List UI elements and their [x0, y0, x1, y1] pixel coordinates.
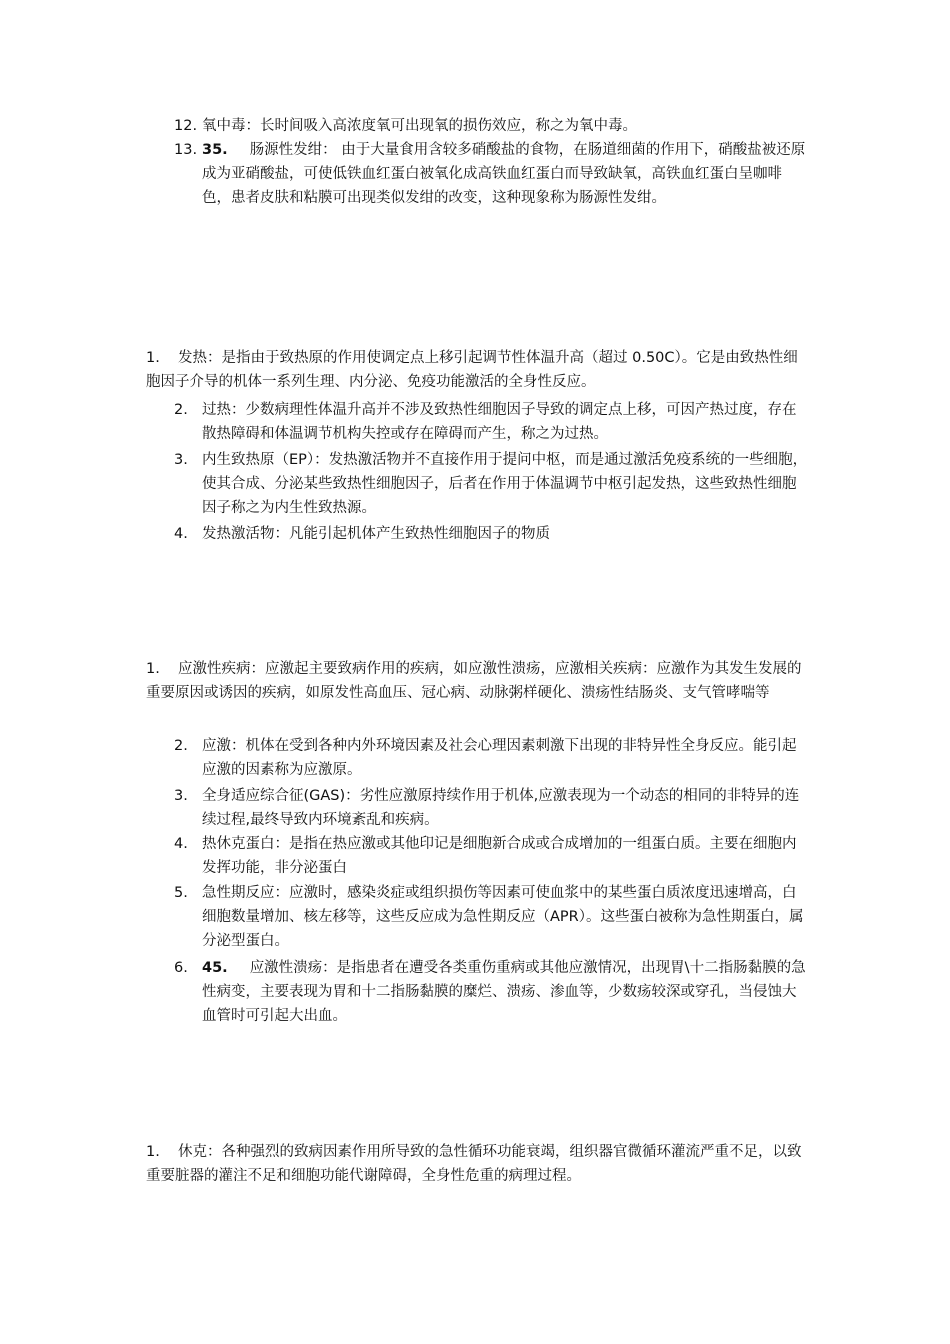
list-text: 急性期反应：应激时，感染炎症或组织损伤等因素可使血浆中的某些蛋白质浓度迅速增高，白细胞数量增加、核左移等，这些反应成为急性期反应（APR）。这些蛋白被称为急性期蛋白，属分泌型蛋白。	[202, 885, 804, 949]
list-number: 1.	[146, 350, 160, 366]
list-text-wrap	[202, 956, 810, 1028]
list-item	[174, 114, 810, 138]
list-item	[174, 398, 810, 446]
list-text: 热休克蛋白：是指在热应激或其他印记是细胞新合成或合成增加的一组蛋白质。主要在细胞内发挥功能，非分泌蛋白	[202, 836, 797, 876]
list-number: 5.	[174, 885, 188, 901]
list-number: 4.	[174, 836, 188, 852]
list-text: 过热：少数病理性体温升高并不涉及致热性细胞因子导致的调定点上移，可因产热过度，存在散热障碍和体温调节机构失控或存在障碍而产生，称之为过热。	[202, 402, 797, 442]
list-number: 3.	[174, 788, 188, 804]
list-text: 应激性疾病：应激起主要致病作用的疾病，如应激性溃疡，应激相关疾病：应激作为其发生发展的重要原因或诱因的疾病，如原发性高血压、冠心病、动脉粥样硬化、溃疡性结肠炎、支气管哮喘等	[146, 661, 802, 701]
list-item	[174, 138, 810, 210]
list-text-wrap	[202, 138, 810, 210]
list-number: 1.	[146, 661, 160, 677]
list-secondary-number: 45.	[202, 960, 228, 976]
list-secondary-number: 35.	[202, 142, 228, 158]
list-number: 13.	[174, 142, 198, 158]
list-number: 2.	[174, 402, 188, 418]
list-number: 3.	[174, 452, 188, 468]
list-number: 4.	[174, 526, 188, 542]
list-number: 12.	[174, 118, 198, 134]
list-item	[174, 522, 810, 546]
list-number: 1.	[146, 1144, 160, 1160]
list-text: 应激：机体在受到各种内外环境因素及社会心理因素刺激下出现的非特异性全身反应。能引起应激的因素称为应激原。	[202, 738, 797, 778]
list-item	[174, 956, 810, 1028]
list-text: 内生致热原（EP）：发热激活物并不直接作用于提问中枢，而是通过激活免疫系统的一些细胞，使其合成、分泌某些致热性细胞因子，后者在作用于体温调节中枢引起发热，这些致热性细胞因子称之为内生性致热源。	[202, 452, 808, 516]
list-item	[174, 832, 810, 880]
list-item	[174, 784, 810, 832]
list-text: 休克：各种强烈的致病因素作用所导致的急性循环功能衰竭，组织器官微循环灌流严重不足，以致重要脏器的灌注不足和细胞功能代谢障碍，全身性危重的病理过程。	[146, 1144, 802, 1184]
list-text: 应激性溃疡：是指患者在遭受各类重伤重病或其他应激情况，出现胃\十二指肠黏膜的急性病变，主要表现为胃和十二指肠黏膜的糜烂、溃疡、渗血等，少数疡较深或穿孔，当侵蚀大血管时可引起大出血。	[202, 960, 806, 1024]
list-item	[146, 346, 810, 394]
list-text: 肠源性发绀： 由于大量食用含较多硝酸盐的食物，在肠道细菌的作用下，硝酸盐被还原成为亚硝酸盐，可使低铁血红蛋白被氧化成高铁血红蛋白而导致缺氧，高铁血红蛋白呈咖啡色，患者皮肤和粘膜可出现类似发绀的改变，这种现象称为肠源性发绀。	[202, 142, 806, 206]
list-number: 6.	[174, 960, 188, 976]
list-item	[174, 734, 810, 782]
list-text: 全身适应综合征(GAS)：劣性应激原持续作用于机体,应激表现为一个动态的相同的非特异的连续过程,最终导致内环境紊乱和疾病。	[202, 788, 800, 828]
list-item	[174, 448, 810, 520]
list-text: 发热激活物：凡能引起机体产生致热性细胞因子的物质	[202, 526, 550, 542]
list-number: 2.	[174, 738, 188, 754]
list-item	[146, 1140, 810, 1188]
list-item	[174, 881, 810, 953]
list-text: 氧中毒：长时间吸入高浓度氧可出现氧的损伤效应，称之为氧中毒。	[202, 118, 637, 134]
list-text: 发热：是指由于致热原的作用使调定点上移引起调节性体温升高（超过 0.50C）。它是由致热性细胞因子介导的机体一系列生理、内分泌、免疫功能激活的全身性反应。	[146, 350, 798, 390]
list-item	[146, 657, 810, 705]
